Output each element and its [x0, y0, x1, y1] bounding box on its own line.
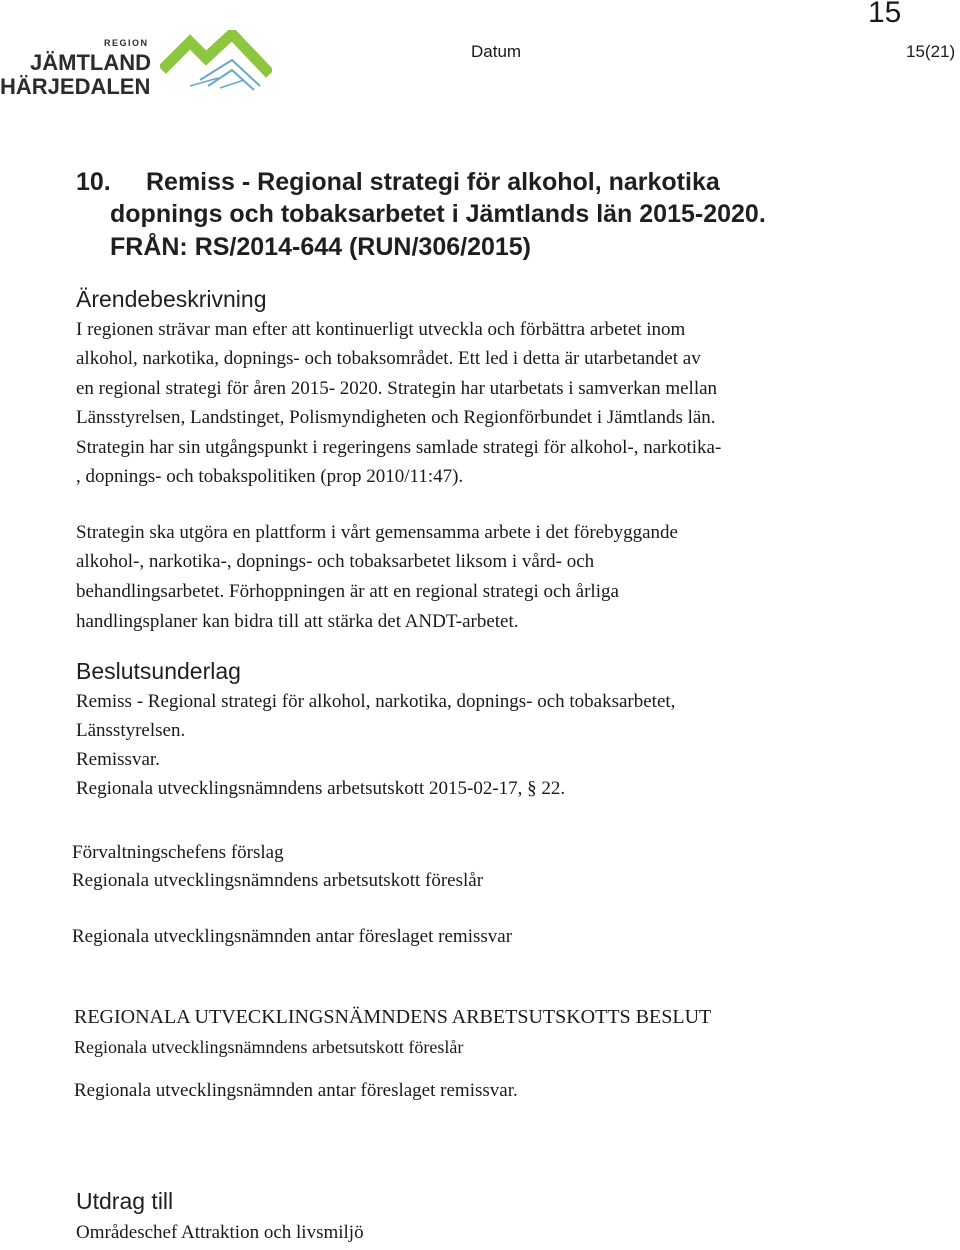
arende-para2-line: alkohol-, narkotika-, dopnings- och tobaksarbetet liksom i vård- och	[76, 551, 595, 572]
beslutsunderlag-heading: Beslutsunderlag	[76, 658, 241, 684]
logo-region-text: REGION	[104, 38, 149, 48]
datum-label: Datum	[471, 42, 522, 61]
arende-para1-line: en regional strategi för åren 2015- 2020. Strategin har utarbetats i samverkan mellan	[76, 378, 718, 399]
beslutsunderlag-line: Remissvar.	[76, 749, 160, 770]
item-title-line1: Remiss - Regional strategi för alkohol, narkotika	[146, 168, 720, 196]
arende-para2-line: handlingsplaner kan bidra till att stärka det ANDT-arbetet.	[76, 611, 519, 632]
arendebeskrivning-heading: Ärendebeskrivning	[76, 286, 267, 312]
region-logo	[0, 30, 290, 100]
beslutsunderlag-line: Länsstyrelsen.	[76, 720, 186, 741]
forvaltningschef-line2: Regionala utvecklingsnämnden antar föreslaget remissvar	[72, 926, 513, 947]
arende-para1-line: Länsstyrelsen, Landstinget, Polismyndigheten och Regionförbundet i Jämtlands län.	[76, 407, 716, 428]
utdrag-heading: Utdrag till	[76, 1188, 174, 1214]
forvaltningschef-line1: Regionala utvecklingsnämndens arbetsutskott föreslår	[72, 870, 484, 891]
beslut-line1: Regionala utvecklingsnämndens arbetsutskott föreslår	[74, 1037, 464, 1057]
arende-para1-line: alkohol, narkotika, dopnings- och tobaksområdet. Ett led i detta är utarbetandet av	[76, 348, 701, 369]
arende-para1-line: I regionen strävar man efter att kontinuerligt utveckla och förbättra arbetet inom	[76, 319, 686, 340]
arende-para2-line: Strategin ska utgöra en plattform i vårt gemensamma arbete i det förebyggande	[76, 522, 678, 543]
logo-line2: HÄRJEDALEN	[0, 74, 151, 99]
arende-para2-line: behandlingsarbetet. Förhoppningen är att en regional strategi och årliga	[76, 581, 619, 602]
logo-line1: JÄMTLAND	[30, 50, 151, 75]
page-count: 15(21)	[906, 42, 956, 61]
item-number: 10.	[76, 168, 111, 196]
beslutsunderlag-line: Remiss - Regional strategi för alkohol, narkotika, dopnings- och tobaksarbetet,	[76, 691, 676, 712]
page-number: 15	[868, 0, 902, 29]
beslut-line2: Regionala utvecklingsnämnden antar föreslaget remissvar.	[74, 1080, 518, 1101]
forvaltningschef-heading: Förvaltningschefens förslag	[72, 842, 284, 863]
utdrag-recipient: Områdeschef Attraktion och livsmiljö	[76, 1222, 364, 1243]
arende-para1-line: , dopnings- och tobakspolitiken (prop 2010/11:47).	[76, 466, 464, 487]
beslut-heading: REGIONALA UTVECKLINGSNÄMNDENS ARBETSUTSKOTTS BESLUT	[74, 1006, 712, 1028]
beslutsunderlag-line: Regionala utvecklingsnämndens arbetsutskott 2015-02-17, § 22.	[76, 778, 566, 799]
item-title-line3: FRÅN: RS/2014-644 (RUN/306/2015)	[110, 233, 532, 261]
item-title-line2: dopnings och tobaksarbetet i Jämtlands län 2015-2020.	[110, 200, 766, 228]
arende-para1-line: Strategin har sin utgångspunkt i regeringens samlade strategi för alkohol-, narkotika-	[76, 437, 722, 458]
mountain-logo-icon	[160, 30, 272, 94]
